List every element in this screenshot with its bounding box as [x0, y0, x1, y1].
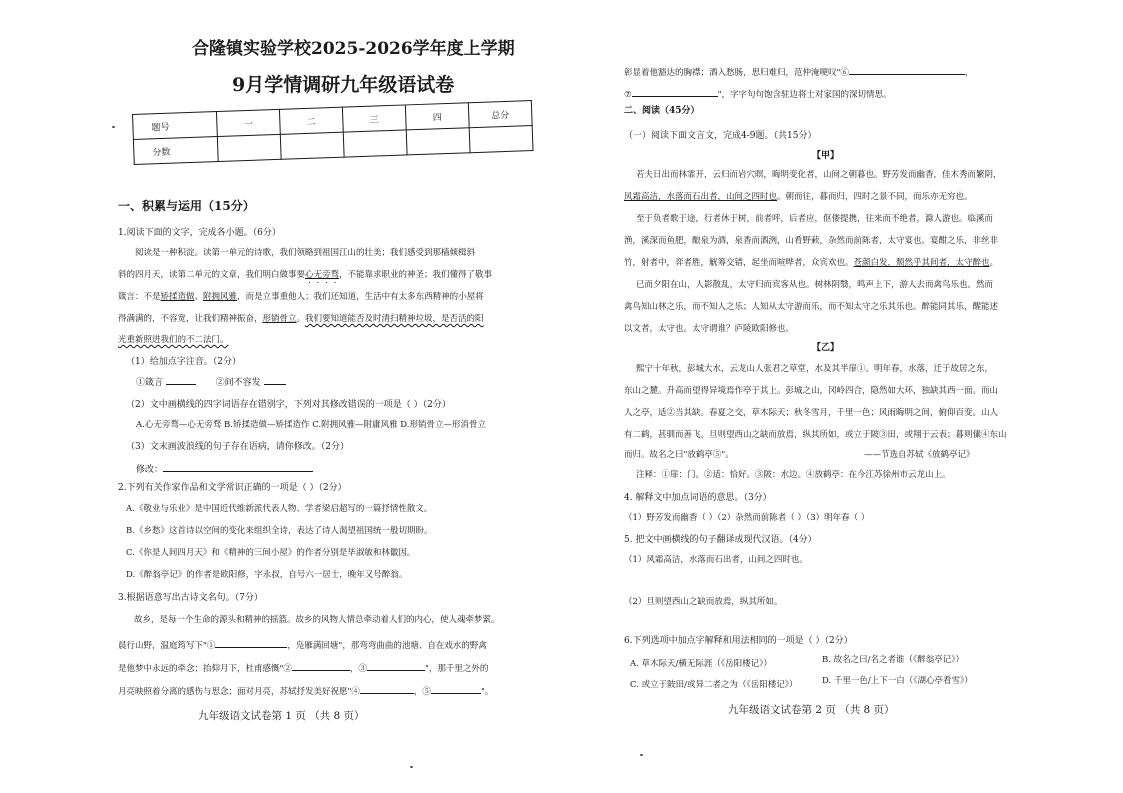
- passage-yi-label: 【乙】: [812, 343, 840, 353]
- wavy-sentence: 我们要知道能否及时清扫精神垃圾，是否活的阳: [305, 314, 484, 324]
- question-5-sentence-1: （1）风霜高洁，水落而石出者，山间之四时也。: [624, 555, 808, 565]
- question-6: 6.下列选项中加点字解释和用法相同的一项是（ ）（2分）: [624, 636, 853, 646]
- passage-source: ——节选自苏轼《放鹤亭记》: [864, 450, 975, 460]
- answer-blank[interactable]: [367, 660, 425, 671]
- passage-line: [624, 256, 998, 268]
- passage-text: 竹，射者中，弈者胜，觥筹交错，起坐而喧哗者，众宾欢也。: [624, 258, 854, 268]
- passage-line: 至于负者歌于途，行者休于树，前者呼，后者应，伛偻提携，往来而不绝者，滁人游也。临溪而: [636, 214, 994, 224]
- page-footer: 九年级语文试卷第 2 页 （共 8 页）: [728, 704, 895, 716]
- passage-line: [624, 64, 973, 78]
- score-input-cell[interactable]: [406, 128, 470, 155]
- subquestion-1: （1）给加点字注音。（2分）: [126, 357, 241, 367]
- question-4-items: （1）野芳发而幽香（ ）（2）杂然而前陈者（ ）（3）明年春（ ）: [624, 513, 870, 523]
- passage-text: ⑦: [624, 90, 632, 100]
- passage-notes: 注释：①扉：门。②适：恰好。③陂：水边。④放鹤亭：在今江苏徐州市云龙山上。: [636, 470, 951, 480]
- score-cell: 题号: [133, 112, 218, 140]
- scan-speck: [640, 754, 643, 756]
- exam-page-1: [0, 0, 560, 793]
- passage-text: 得满满的，不容宽，让我们精神振奋，: [118, 314, 263, 324]
- option-b: B.《乡愁》这首诗以空间的变化来组织全诗，表达了诗人渴望祖国统一般切期盼。: [126, 526, 433, 536]
- passage-line: [118, 660, 488, 674]
- underlined-word: 附拥风雅: [203, 292, 238, 302]
- passage-text: ，而是立事重他人；我们还知道，生活中有太多东西精神的小屋将: [237, 292, 484, 302]
- answer-blank[interactable]: [849, 64, 965, 75]
- pinyin-item: ②间不容发: [215, 378, 261, 388]
- score-cell: 总分: [468, 101, 532, 128]
- passage-text: 彰显着他豁达的胸襟；酒入愁肠，思归难归，范仲淹哽叹"⑥: [624, 68, 849, 78]
- passage-line: 已而夕阳在山，人影散乱，太守归而宾客从也。树林阴翳，鸣声上下，游人去而禽鸟乐也。然而: [636, 280, 994, 290]
- underlined-word: 形销骨立: [262, 314, 297, 324]
- option-a: A.《敬业与乐业》是中国近代维新派代表人物、学者梁启超写的一篇抒情性散文。: [126, 504, 433, 514]
- passage-line: 人之亭，适②当其缺。春夏之交，草木际天；秋冬雪月，千里一色；风雨晦明之间，俯仰百变。山人: [624, 408, 999, 418]
- option-a: A. 草木际天/横无际涯（《岳阳楼记》）: [630, 659, 772, 669]
- exam-title-grade: 9月学情调研九年级语试卷: [232, 74, 455, 96]
- passage-text: 斜的四月天，读第二单元的文章，我们明白做事要: [118, 270, 306, 280]
- score-table: [132, 100, 534, 165]
- page-footer: 九年级语文试卷第 1 页 （共 8 页）: [198, 710, 365, 722]
- passage-line: [118, 268, 492, 285]
- answer-blank[interactable]: [431, 683, 481, 694]
- passage-text: 是他梦中永远的牵念；抬仰月下，杜甫感慨"②: [118, 664, 292, 674]
- passage-text: 。: [989, 258, 999, 268]
- option-b: B. 故名之曰/名之者谁（《醉翁亭记》）: [822, 655, 965, 665]
- passage-line: 以文者，太守也。太守谓谁？庐陵欧阳修也。: [624, 324, 795, 334]
- score-cell: 二: [279, 107, 343, 134]
- passage-line: 东山之麓。升高而望得异境焉作亭于其上。彭城之山，冈岭四合，隐然如大环，独缺其西一面。而山: [624, 386, 999, 396]
- score-input-cell[interactable]: [469, 126, 533, 153]
- passage-text: ，凫雁满回塘"，那弯弯曲曲的池塘、自在戏水的野禽: [287, 641, 487, 651]
- wavy-sentence: 光重新照进我们的不二法门。: [118, 335, 229, 345]
- scan-speck: [410, 766, 413, 768]
- passage-line: 熙宁十年秋，彭城大水，云龙山人张君之草堂，水及其半扉①。明年春，水落，迁于故居之东，: [636, 364, 994, 374]
- passage-line: [118, 683, 493, 697]
- passage-text: 。: [296, 314, 306, 324]
- option-c: C. 或立于陂田/或异二者之为（《岳阳楼记》）: [630, 680, 798, 690]
- passage-text: ，③: [349, 664, 367, 674]
- passage-jia-label: 【甲】: [812, 151, 840, 161]
- score-cell: 一: [216, 109, 280, 136]
- option-d: D. 千里一色/上下一白（《湖心亭看雪》）: [822, 676, 973, 686]
- question-3: 3.根据语意写出古诗文名句。（7分）: [118, 593, 263, 603]
- underlined-sentence: 风霜高洁，水落而石出者，山间之四时也: [624, 192, 778, 202]
- section-1-title: 一、积累与运用（15分）: [118, 199, 255, 213]
- question-5: 5. 把文中画横线的句子翻译成现代汉语。（4分）: [624, 535, 817, 545]
- underlined-word: 心无旁骛: [305, 270, 340, 280]
- question-4: 4. 解释文中加点词语的意思。（3分）: [624, 493, 772, 503]
- passage-line: 而归。故名之曰"放鹤亭⑤"。: [624, 450, 734, 460]
- passage-text: ，不能靠求职业的神圣；我们懂得了敬事: [339, 270, 493, 280]
- passage-line: 渔，溪深而鱼肥，酿泉为酒，泉香而酒洌，山肴野蔌，杂然而前陈者，太守宴也。宴酣之乐，非丝非: [624, 236, 999, 246]
- passage-line: 阅读是一种积淀。读第一单元的诗歌，我们领略到祖国江山的壮美；我们感受到那樯倾楫斜: [135, 248, 476, 258]
- passage-text: "，字字句句饱含驻边将士对家国的深切情思。: [717, 90, 892, 100]
- score-input-cell[interactable]: [280, 132, 344, 159]
- subquestion-2: （2）文中画横线的四字词语存在错别字，下列对其修改错误的一项是（ ）（2分）: [126, 400, 451, 410]
- score-input-cell[interactable]: [217, 134, 281, 161]
- passage-text: "。: [480, 687, 494, 697]
- passage-line: [118, 312, 484, 324]
- passage-line: [624, 86, 892, 100]
- exam-page-2: [580, 0, 1123, 793]
- passage-text: 、: [194, 292, 204, 302]
- answer-blank[interactable]: [632, 86, 718, 97]
- underlined-word: 矫揉造做: [160, 292, 195, 302]
- passage-text: ，: [964, 68, 974, 78]
- score-input-cell[interactable]: [343, 130, 407, 157]
- passage-text: 月亮映照着分离的感伤与思念；面对月亮，苏轼抒发美好祝愿"④: [118, 687, 360, 697]
- passage-text: 晨行山野，温庭筠写下"①: [118, 641, 216, 651]
- answer-blank[interactable]: [166, 374, 196, 385]
- underlined-sentence: 苍颜白发，颓然乎其间者，太守醉也: [853, 258, 990, 268]
- passage-line: [118, 637, 487, 651]
- passage-line: [118, 290, 484, 302]
- section-2-title: 二、阅读（45分）: [624, 106, 700, 116]
- revision-line: [136, 461, 313, 475]
- answer-blank[interactable]: [360, 683, 414, 694]
- passage-line: 若夫日出而林霏开，云归而岩穴暝，晦明变化者，山间之朝暮也。野芳发而幽香，佳木秀而繁阴，: [636, 170, 1002, 180]
- passage-text: ，⑤: [413, 687, 431, 697]
- score-cell: 四: [405, 103, 469, 130]
- question-2: 2.下列有关作家作品和文学常识正确的一项是（ ）（2分）: [118, 483, 347, 493]
- passage-text: 箴言：不是: [118, 292, 161, 302]
- answer-blank[interactable]: [163, 461, 313, 472]
- passage-line: [624, 190, 973, 202]
- score-cell: 分数: [133, 137, 218, 165]
- passage-text: 。朝而往，暮而归，四时之景不同，而乐亦无穷也。: [777, 192, 973, 202]
- answer-blank[interactable]: [264, 374, 286, 385]
- answer-blank[interactable]: [215, 637, 287, 648]
- passage-text: "，那千里之外的: [424, 664, 489, 674]
- subquestion-2-options: A.心无旁骛—心无旁骛 B.矫揉造做—矫揉造作 C.附拥风雅—附庸风雅 D.形销骨立—形消骨立: [136, 420, 487, 430]
- question-5-sentence-2: （2）旦则望西山之缺而放焉，纵其所如。: [624, 597, 783, 607]
- subquestion-3: （3）文末画波浪线的句子存在语病，请你修改。（2分）: [126, 442, 349, 452]
- passage-line: 故乡，是每一个生命的源头和精神的摇篮。故乡的风物人情总牵动着人们的内心，使人魂牵梦萦。: [134, 615, 500, 625]
- revision-label: 修改：: [136, 465, 164, 475]
- pinyin-answer-line: [136, 374, 286, 388]
- answer-blank[interactable]: [292, 660, 350, 671]
- question-1-intro: 1.阅读下面的文字，完成各小题。（6分）: [118, 228, 281, 238]
- score-cell: 三: [342, 105, 406, 132]
- passage-line: 有二鹤，甚驯而善飞。旦则望西山之缺而放焉，纵其所如，或立于陂③田，或翔于云表；暮则傃④东山: [624, 430, 1007, 440]
- exam-title-school: 合隆镇实验学校2025-2026学年度上学期: [192, 39, 515, 59]
- option-c: C.《你是人间四月天》和《精神的三间小屋》的作者分别是毕淑敏和林徽因。: [126, 548, 416, 558]
- scan-speck: [112, 126, 115, 128]
- option-d: D.《醉翁亭记》的作者是欧阳修，字永叔，自号六一居士，晚年又号醉翁。: [126, 570, 408, 580]
- passage-line: 禽鸟知山林之乐，而不知人之乐；人知从太守游而乐，而不知太守之乐其乐也。醉能同其乐，醒能述: [624, 302, 999, 312]
- pinyin-item: ①箴言: [136, 378, 164, 388]
- passage-line: [118, 333, 229, 345]
- reading-1-intro: （一）阅读下面文言文，完成4-9题。（共15分）: [624, 131, 817, 141]
